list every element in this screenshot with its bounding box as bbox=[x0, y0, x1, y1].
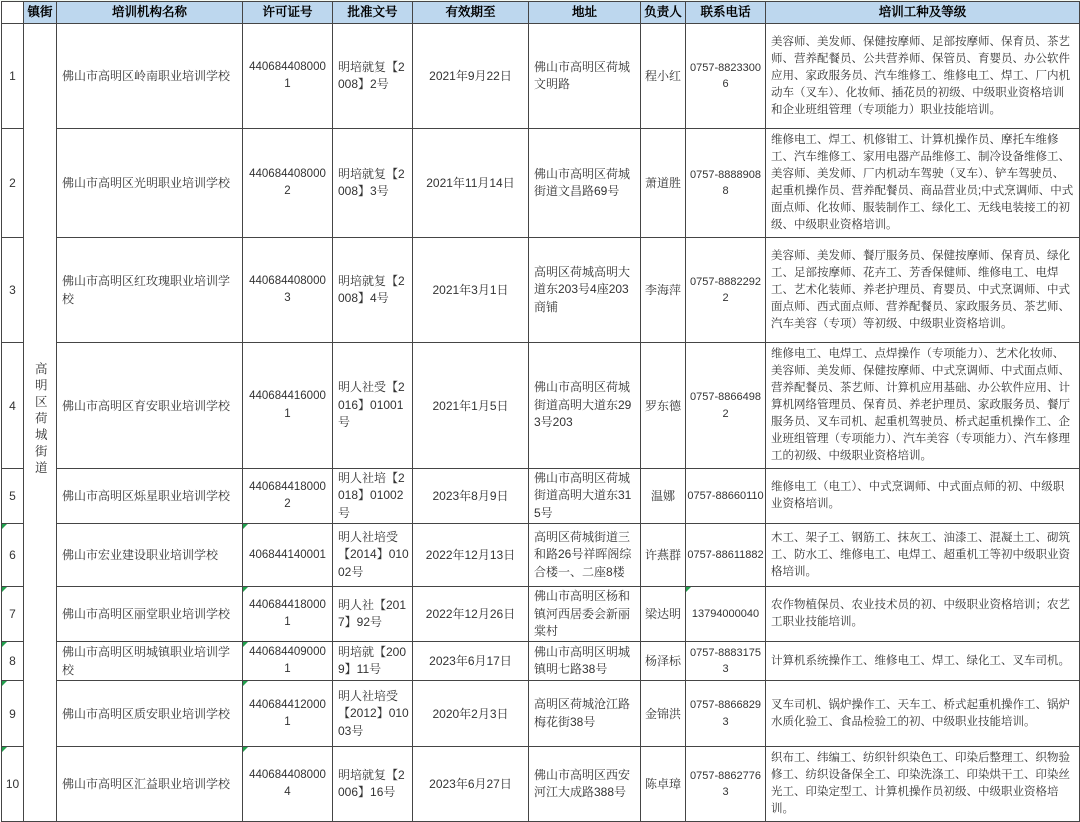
training-types-cell: 计算机系统操作工、维修电工、焊工、绿化工、叉车司机。 bbox=[766, 642, 1080, 681]
valid-until-cell: 2023年6月27日 bbox=[413, 747, 529, 822]
phone-cell: 0757-88889088 bbox=[686, 129, 766, 238]
valid-until-cell: 2021年9月22日 bbox=[413, 24, 529, 129]
institution-name-cell: 佛山市高明区汇益职业培训学校 bbox=[57, 747, 243, 822]
row-number-cell: 2 bbox=[2, 129, 24, 238]
table-row bbox=[2, 469, 1080, 524]
training-types-cell: 叉车司机、锅炉操作工、天车工、桥式起重机操作工、锅炉水质化验工、食品检验工的初、中级职业技能培训。 bbox=[766, 681, 1080, 747]
table-row bbox=[2, 24, 1080, 129]
table-row bbox=[2, 524, 1080, 587]
valid-until-cell: 2021年1月5日 bbox=[413, 343, 529, 469]
person-in-charge-cell: 陈卓璋 bbox=[641, 747, 686, 822]
row-number-cell: 1 bbox=[2, 24, 24, 129]
institution-name-cell: 佛山市高明区明城镇职业培训学校 bbox=[57, 642, 243, 681]
town-group-label: 高明区荷城街道 bbox=[33, 362, 48, 478]
institution-name-cell: 佛山市高明区质安职业培训学校 bbox=[57, 681, 243, 747]
approval-doc-cell: 明培就复【2008】4号 bbox=[333, 238, 413, 343]
address-cell: 高明区荷城高明大道东203号4座203商铺 bbox=[529, 238, 641, 343]
phone-cell: 0757-88627763 bbox=[686, 747, 766, 822]
person-in-charge-cell: 程小红 bbox=[641, 24, 686, 129]
address-cell: 佛山市高明区杨和镇河西居委会新丽棠村 bbox=[529, 587, 641, 642]
header-institution-name: 培训机构名称 bbox=[57, 2, 243, 24]
valid-until-cell: 2022年12月26日 bbox=[413, 587, 529, 642]
license-number-cell: 4406844080004 bbox=[243, 747, 333, 822]
header-town: 镇街 bbox=[24, 2, 57, 24]
approval-doc-cell: 明人社培受【2014】01002号 bbox=[333, 524, 413, 587]
person-in-charge-cell: 温娜 bbox=[641, 469, 686, 524]
training-types-cell: 木工、架子工、钢筋工、抹灰工、油漆工、混凝土工、砌筑工、防水工、维修电工、电焊工、超重机工等初中级职业资格培训。 bbox=[766, 524, 1080, 587]
license-number-cell: 4406844160001 bbox=[243, 343, 333, 469]
license-number-cell: 4406844180002 bbox=[243, 469, 333, 524]
institution-name-cell: 佛山市高明区红玫瑰职业培训学校 bbox=[57, 238, 243, 343]
license-number-cell: 4406844080002 bbox=[243, 129, 333, 238]
training-types-cell: 美容师、美发师、保健按摩师、足部按摩师、保育员、茶艺师、营养配餐员、公共营养师、保管员、育婴员、办公软件应用、家政服务员、汽车维修工、维修电工、焊工、厂内机动车（叉车）、化妆师、插花员的初级、中级职业资格培训和企业班组管理（专项能力）职业技能培训。 bbox=[766, 24, 1080, 129]
institution-name-cell: 佛山市高明区岭南职业培训学校 bbox=[57, 24, 243, 129]
approval-doc-cell: 明人社受【2016】01001号 bbox=[333, 343, 413, 469]
address-cell: 佛山市高明区荷城街道高明大道东315号 bbox=[529, 469, 641, 524]
address-cell: 佛山市高明区荷城文明路 bbox=[529, 24, 641, 129]
table-row bbox=[2, 587, 1080, 642]
phone-cell: 0757-88660110 bbox=[686, 469, 766, 524]
row-number-cell: 5 bbox=[2, 469, 24, 524]
valid-until-cell: 2021年11月14日 bbox=[413, 129, 529, 238]
valid-until-cell: 2023年6月17日 bbox=[413, 642, 529, 681]
license-number-cell: 4406844080003 bbox=[243, 238, 333, 343]
institution-name-cell: 佛山市高明区烁星职业培训学校 bbox=[57, 469, 243, 524]
address-cell: 佛山市高明区西安河江大成路388号 bbox=[529, 747, 641, 822]
license-number-cell: 4406844080001 bbox=[243, 24, 333, 129]
approval-doc-cell: 明人社培【2018】01002号 bbox=[333, 469, 413, 524]
table-row bbox=[2, 129, 1080, 238]
address-cell: 高明区荷城街道三和路26号祥晖阁综合楼一、二座8楼 bbox=[529, 524, 641, 587]
row-number-cell: 4 bbox=[2, 343, 24, 469]
license-number-cell: 4406844180001 bbox=[243, 587, 333, 642]
training-types-cell: 维修电工、电焊工、点焊操作（专项能力）、艺术化妆师、美容师、美发师、保健按摩师、中式烹调师、中式面点师、营养配餐员、茶艺师、计算机应用基础、办公软件应用、计算机网络管理员、保育员、养老护理员、家政服务员、餐厅服务员、叉车司机、起重机驾驶员、桥式起重机操作工、企业班组管理（专项能力）、汽车美容（专项能力）、汽车修理工的初级、中级职业资格培训。 bbox=[766, 343, 1080, 469]
phone-cell: 0757-88668293 bbox=[686, 681, 766, 747]
table-row bbox=[2, 238, 1080, 343]
header-row bbox=[2, 2, 1080, 24]
person-in-charge-cell: 金锦洪 bbox=[641, 681, 686, 747]
address-cell: 高明区荷城沧江路梅花街38号 bbox=[529, 681, 641, 747]
institution-name-cell: 佛山市高明区丽堂职业培训学校 bbox=[57, 587, 243, 642]
training-types-cell: 维修电工（电工）、中式烹调师、中式面点师的初、中级职业资格培训。 bbox=[766, 469, 1080, 524]
table-row bbox=[2, 343, 1080, 469]
address-cell: 佛山市高明区荷城街道高明大道东293号203 bbox=[529, 343, 641, 469]
person-in-charge-cell: 罗东德 bbox=[641, 343, 686, 469]
header-training-types: 培训工种及等级 bbox=[766, 2, 1080, 24]
approval-doc-cell: 明培就复【2008】3号 bbox=[333, 129, 413, 238]
training-types-cell: 织布工、纬编工、纺织针织染色工、印染后整理工、织物验修工、纺织设备保全工、印染洗涤工、印染烘干工、印染丝光工、印染定型工、计算机操作员初级、中级职业资格培训。 bbox=[766, 747, 1080, 822]
header-address: 地址 bbox=[529, 2, 641, 24]
license-number-cell: 406844140001 bbox=[243, 524, 333, 587]
license-number-cell: 4406844120001 bbox=[243, 681, 333, 747]
row-number-cell: 7 bbox=[2, 587, 24, 642]
approval-doc-cell: 明人社培受【2012】01003号 bbox=[333, 681, 413, 747]
valid-until-cell: 2021年3月1日 bbox=[413, 238, 529, 343]
phone-cell: 0757-88664982 bbox=[686, 343, 766, 469]
corner-cell bbox=[2, 2, 24, 24]
table-row bbox=[2, 681, 1080, 747]
training-types-cell: 农作物植保员、农业技术员的初、中级职业资格培训；农艺工职业技能培训。 bbox=[766, 587, 1080, 642]
header-valid-until: 有效期至 bbox=[413, 2, 529, 24]
phone-cell: 0757-88233006 bbox=[686, 24, 766, 129]
approval-doc-cell: 明培就复【2006】16号 bbox=[333, 747, 413, 822]
address-cell: 佛山市高明区荷城街道文昌路69号 bbox=[529, 129, 641, 238]
institution-name-cell: 佛山市高明区育安职业培训学校 bbox=[57, 343, 243, 469]
training-institutions-table bbox=[1, 1, 1080, 822]
row-number-cell: 10 bbox=[2, 747, 24, 822]
phone-cell: 13794000040 bbox=[686, 587, 766, 642]
institution-name-cell: 佛山市高明区光明职业培训学校 bbox=[57, 129, 243, 238]
valid-until-cell: 2023年8月9日 bbox=[413, 469, 529, 524]
phone-cell: 0757-88611882 bbox=[686, 524, 766, 587]
row-number-cell: 3 bbox=[2, 238, 24, 343]
table-row bbox=[2, 747, 1080, 822]
row-number-cell: 6 bbox=[2, 524, 24, 587]
table-row bbox=[2, 642, 1080, 681]
phone-cell: 0757-88822922 bbox=[686, 238, 766, 343]
row-number-cell: 8 bbox=[2, 642, 24, 681]
header-person-in-charge: 负责人 bbox=[641, 2, 686, 24]
training-types-cell: 美容师、美发师、餐厅服务员、保健按摩师、保育员、绿化工、足部按摩师、花卉工、芳香保健师、维修电工、电焊工、艺术化装师、养老护理员、育婴员、中式烹调师、中式面点师、西式面点师、营养配餐员、家政服务员、茶艺师、汽车美容（专项）等初级、中级职业资格培训。 bbox=[766, 238, 1080, 343]
approval-doc-cell: 明人社【2017】92号 bbox=[333, 587, 413, 642]
valid-until-cell: 2020年2月3日 bbox=[413, 681, 529, 747]
address-cell: 佛山市高明区明城镇明七路38号 bbox=[529, 642, 641, 681]
town-group-cell bbox=[24, 24, 57, 822]
approval-doc-cell: 明培就【2009】11号 bbox=[333, 642, 413, 681]
person-in-charge-cell: 萧道胜 bbox=[641, 129, 686, 238]
training-institutions-table-sheet bbox=[0, 1, 1080, 822]
valid-until-cell: 2022年12月13日 bbox=[413, 524, 529, 587]
institution-name-cell: 佛山市宏业建设职业培训学校 bbox=[57, 524, 243, 587]
header-license-number: 许可证号 bbox=[243, 2, 333, 24]
license-number-cell: 4406844090001 bbox=[243, 642, 333, 681]
row-number-cell: 9 bbox=[2, 681, 24, 747]
phone-cell: 0757-88831753 bbox=[686, 642, 766, 681]
header-phone: 联系电话 bbox=[686, 2, 766, 24]
person-in-charge-cell: 许燕群 bbox=[641, 524, 686, 587]
training-types-cell: 维修电工、焊工、机修钳工、计算机操作员、摩托车维修工、汽车维修工、家用电器产品维修工、制冷设备维修工、美容师、美发师、厂内机动车驾驶（叉车）、铲车驾驶员、起重机操作员、营养配餐员、商品营业员;中式烹调师、中式面点师、化妆师、服装制作工、绿化工、无线电装接工的初级、中级职业资格培训。 bbox=[766, 129, 1080, 238]
approval-doc-cell: 明培就复【2008】2号 bbox=[333, 24, 413, 129]
header-approval-doc: 批准文号 bbox=[333, 2, 413, 24]
person-in-charge-cell: 杨泽标 bbox=[641, 642, 686, 681]
person-in-charge-cell: 梁达明 bbox=[641, 587, 686, 642]
person-in-charge-cell: 李海萍 bbox=[641, 238, 686, 343]
